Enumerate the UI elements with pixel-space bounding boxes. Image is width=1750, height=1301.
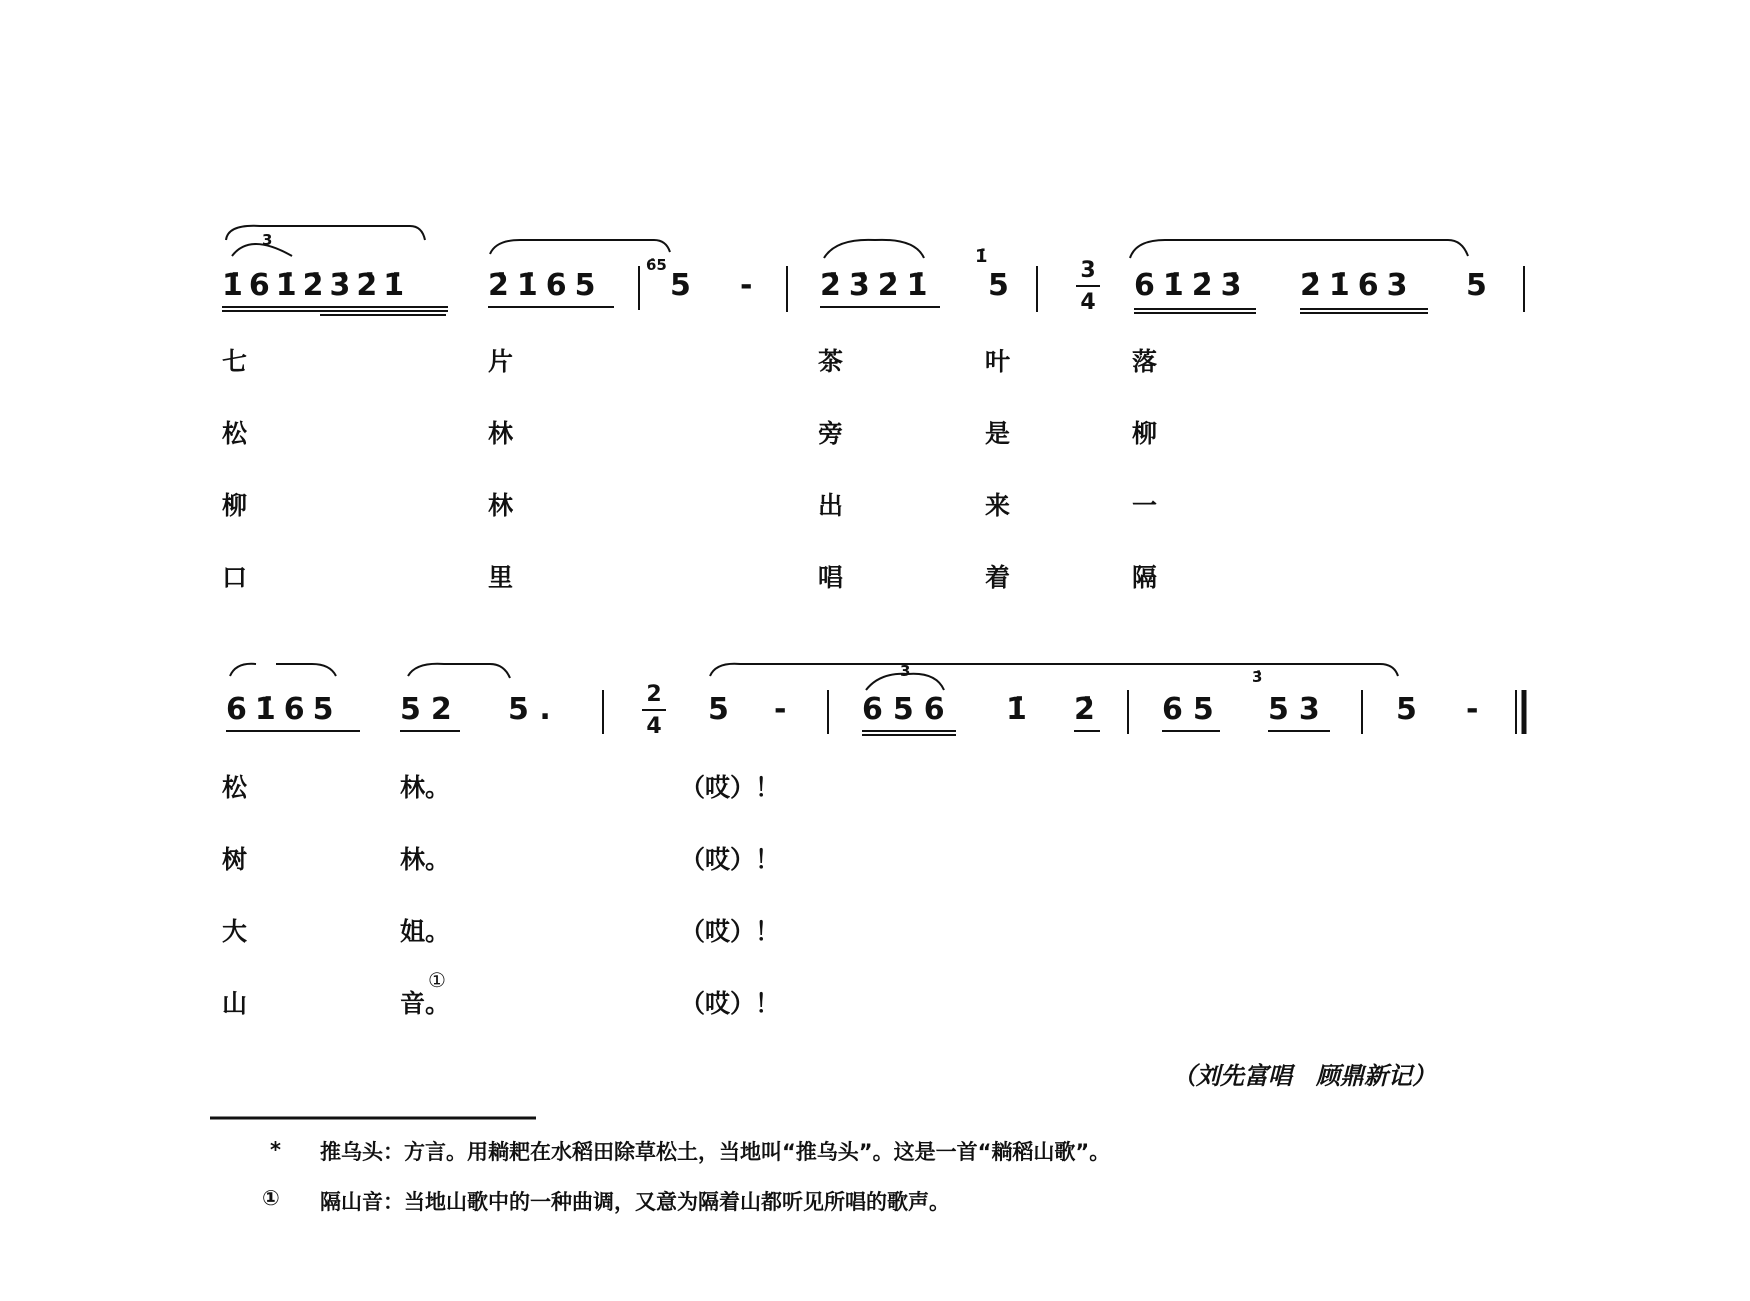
lyric: 旁: [818, 419, 844, 448]
lyric: 来: [985, 491, 1011, 520]
lyric: 山: [222, 989, 248, 1018]
lyric: 是: [985, 419, 1011, 448]
grace-note-3: 3̇: [1252, 668, 1263, 686]
triplet-mark: 3: [900, 662, 911, 680]
note-group-1: 1̇61̇2̇3̇2̇1̇: [222, 268, 411, 303]
note-5: 5: [670, 268, 691, 303]
lyric: 茶: [818, 347, 844, 376]
footnote-mark: *: [270, 1138, 281, 1162]
lyric: 林。: [400, 773, 451, 802]
lyric: 林: [488, 491, 514, 520]
time-signature-denominator: 4: [1080, 290, 1096, 315]
grace-note-2: 1̇: [975, 246, 988, 267]
note-5: 5: [1396, 692, 1417, 727]
lyric: 松: [222, 419, 248, 448]
lyric: （哎）！: [680, 845, 781, 874]
triplet-mark: 3: [262, 231, 273, 249]
dash: -: [774, 692, 787, 727]
footnote-text: 隔山音：当地山歌中的一种曲调，又意为隔着山都听见所唱的歌声。: [320, 1190, 950, 1214]
note-group-2: 2̇1̇65: [488, 268, 604, 303]
note-group-5: 2̇1̇63: [1300, 268, 1416, 303]
lyric: 出: [818, 491, 844, 520]
note-5: 5: [1466, 268, 1487, 303]
note-group-3: 2̇3̇2̇1̇: [820, 268, 936, 303]
note-group-4: 65: [1162, 692, 1224, 727]
note-group-5: 53: [1268, 692, 1330, 727]
dotted-note-5: 5 .: [508, 692, 551, 727]
lyric: 唱: [818, 563, 844, 592]
footnote-reference-marker: ①: [428, 968, 446, 992]
note-5: 5: [708, 692, 729, 727]
note-1: 1̇: [1006, 692, 1027, 727]
lyric: （哎）！: [680, 917, 781, 946]
lyric: 大: [222, 917, 248, 946]
lyric: 音。: [400, 989, 451, 1018]
lyric: 树: [222, 845, 248, 874]
note-group-2: 52: [400, 692, 462, 727]
note-group-3: 656: [862, 692, 955, 727]
lyric: 落: [1132, 347, 1158, 376]
note-group-4: 61̇2̇3̇: [1134, 268, 1250, 303]
note-5: 5: [988, 268, 1009, 303]
lyric: 姐。: [400, 917, 451, 946]
dash: -: [1466, 692, 1479, 727]
grace-note-1: 6̇5: [646, 256, 667, 274]
lyric: 松: [222, 773, 248, 802]
lyric: 片: [488, 347, 514, 376]
performer-credit: （刘先富唱 顾鼎新记）: [1172, 1061, 1436, 1090]
lyric: 七: [222, 347, 248, 376]
time-signature-numerator: 2: [646, 682, 662, 707]
lyric: 里: [488, 563, 514, 592]
footnote-mark: ①: [262, 1186, 280, 1210]
note-2: 2̇: [1074, 692, 1095, 727]
lyric: （哎）！: [680, 989, 781, 1018]
time-signature-numerator: 3: [1080, 258, 1096, 283]
note-group-1: 61̇65: [226, 692, 342, 727]
lyric: 叶: [985, 347, 1011, 376]
lyric: （哎）！: [680, 773, 781, 802]
lyric: 一: [1132, 491, 1158, 520]
lyric: 隔: [1132, 563, 1158, 592]
lyric: 柳: [1132, 419, 1158, 448]
lyric: 着: [985, 563, 1011, 592]
lyric: 口: [222, 563, 248, 592]
dash: -: [740, 268, 753, 303]
lyric: 林: [488, 419, 514, 448]
lyric: 柳: [222, 491, 248, 520]
footnote-text: 推乌头：方言。用耥耙在水稻田除草松土，当地叫“推乌头”。这是一首“耥稻山歌”。: [320, 1140, 1111, 1164]
lyric: 林。: [400, 845, 451, 874]
time-signature-denominator: 4: [646, 714, 662, 739]
